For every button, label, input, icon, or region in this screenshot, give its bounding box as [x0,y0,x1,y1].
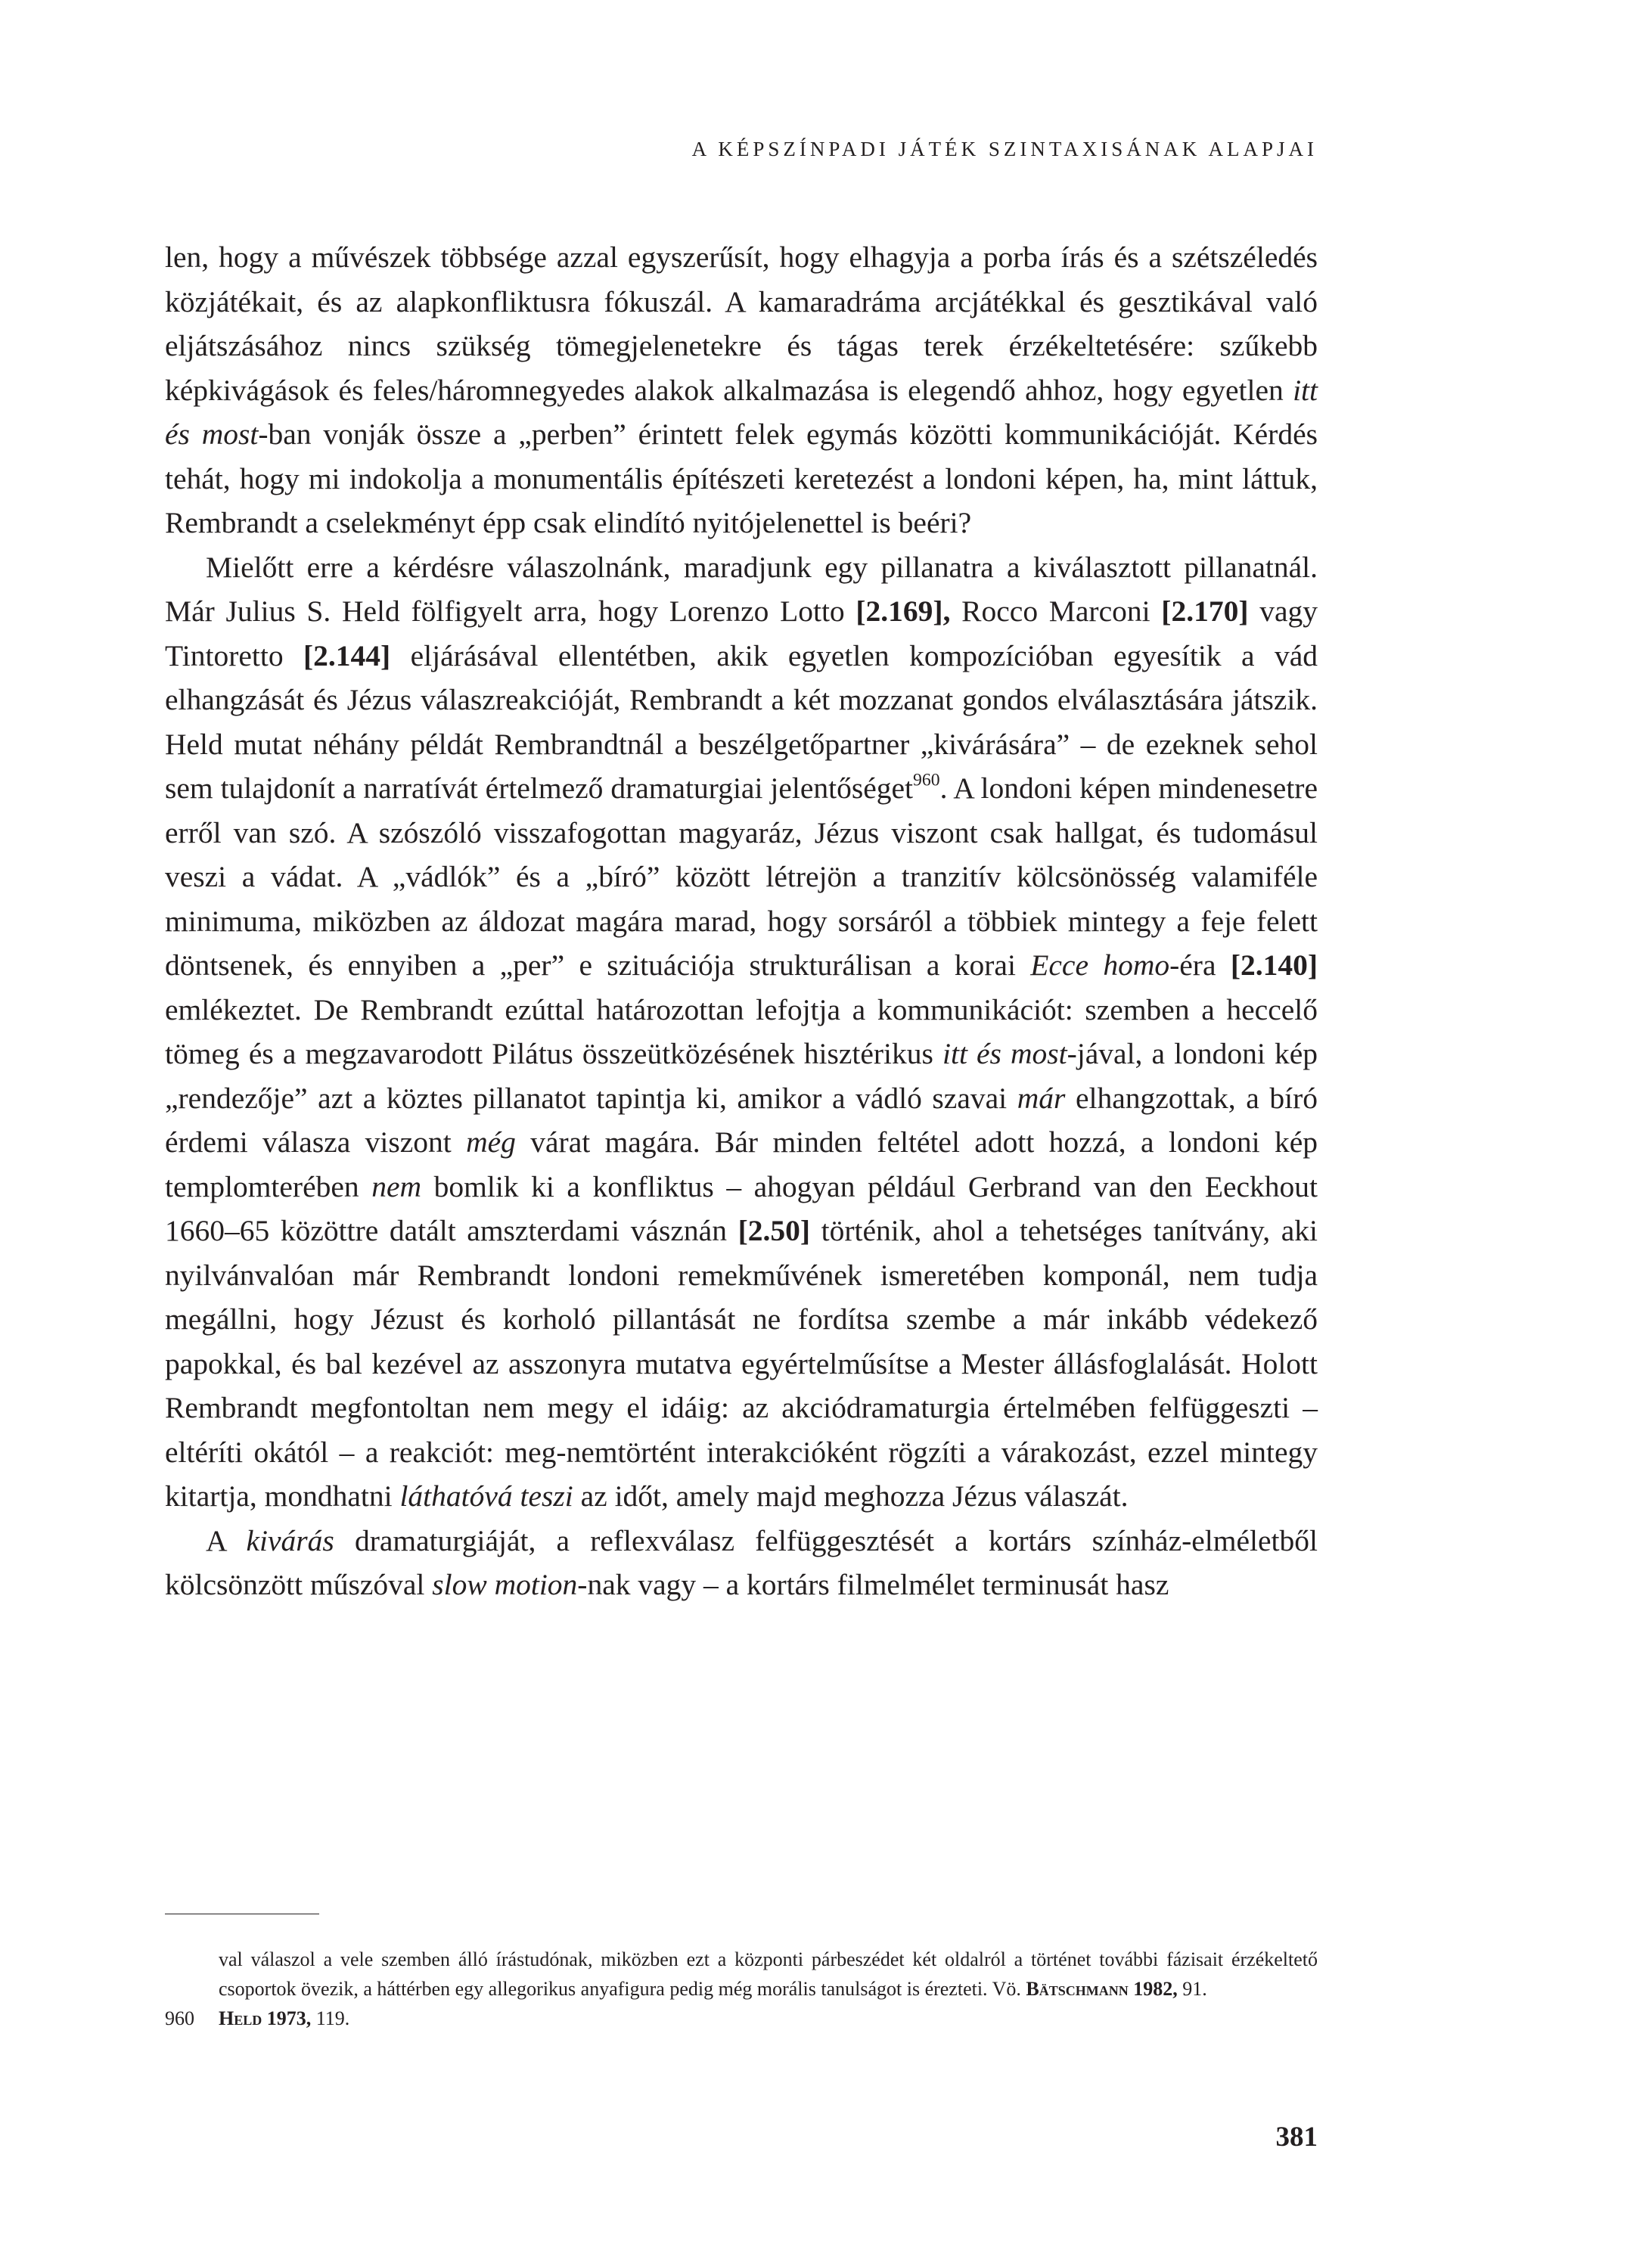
main-text [165,235,1318,1607]
italic-text: itt és most [942,1037,1067,1070]
italic-text: kivárás [246,1523,334,1557]
citation-author: Bätschmann 1982, [1026,1978,1178,2000]
italic-text: már [1017,1081,1066,1115]
figure-reference: [2.50] [738,1214,811,1247]
footnotes [165,1945,1318,2033]
footnote [165,2004,1318,2033]
italic-text: láthatóvá teszi [399,1479,573,1513]
italic-text: Ecce homo [1030,948,1170,982]
paragraph: len, hogy a művészek többsége azzal egyszerűsít, hogy elhagyja a porba írás és a szétszéledés közjátékait, és az alapkonfliktusra fókuszál. A kamaradráma arcjátékkal és gesztikával való eljátszásához nincs szükség tömegjelenetekre és tágas terek érzékeltetésére: szűkebb képkivágások és feles/háromnegyedes alakok alkalmazása is elegendő ahhoz, hogy egyetlen itt és most-ban vonják össze a „perben” érintett felek egymás közötti kommunikációját. Kérdés tehát, hogy mi indokolja a monumentális építészeti keretezést a londoni képen, ha, mint láttuk, Rembrandt a cselekményt épp csak elindító nyitójelenettel is beéri? [165,241,1318,539]
figure-reference: [2.140] [1230,948,1318,982]
paragraph: A kivárás dramaturgiáját, a reflexválasz felfüggesztését a kortárs színház-elméletből kölcsönzött műszóval slow motion-nak vagy – a kortárs filmelmélet terminusát hasz [165,1523,1318,1601]
italic-text: nem [371,1169,422,1203]
paragraph: Mielőtt erre a kérdésre válaszolnánk, maradjunk egy pillanatra a kiválasztott pillanatnál. Már Julius S. Held fölfigyelt arra, hogy Lorenzo Lotto [2.169], Rocco Marconi [2.170] vagy Tintoretto [2.144] eljárásával ellentétben, akik egyetlen kompozícióban egyesítik a vád elhangzását és Jézus válaszreakcióját, Rembrandt a két mozzanat gondos elválasztására játszik. Held mutat néhány példát Rembrandtnál a beszélgetőpartner „kivárására” – de ezeknek sehol sem tulajdonít a narratívát értelmező dramaturgiai jelentőséget$^{960}$. A londoni képen mindenesetre erről van szó. A szószóló visszafogottan magyaráz, Jézus viszont csak hallgat, és tudomásul veszi a vádat. A „vádlók” és a „bíró” között létrejön a tranzitív kölcsönösség valamiféle minimuma, miközben az áldozat magára marad, hogy sorsáról a többiek mintegy a feje felett döntsenek, és ennyiben a „per” e szituációja strukturálisan a korai Ecce homo-éra [2.140] emlékeztet. De Rembrandt ezúttal határozottan lefojtja a kommunikációt: szemben a heccelő tömeg és a megzavarodott Pilátus összeütközésének hisztérikus itt és most-jával, a londoni kép „rendezője” azt a köztes pillanatot tapintja ki, amikor a vádló szavai már elhangzottak, a bíró érdemi válasza viszont még várat magára. Bár minden feltétel adott hozzá, a londoni kép templomterében nem bomlik ki a konfliktus – ahogyan például Gerbrand van den Eeckhout 1660–65 közöttre datált amszterdami vásznán [2.50] történik, ahol a tehetséges tanítvány, aki nyilvánvalóan már Rembrandt londoni remekművének ismeretében komponál, nem tudja megállni, hogy Jézust és korholó pillantását ne fordítsa szembe a már inkább védekező papokkal, és bal kezével az asszonyra mutatva egyértelműsítse a Mester állásfoglalását. Holott Rembrandt megfontoltan nem megy el idáig: az akciódramaturgia értelmében felfüggeszti – eltéríti okától – a reakciót: meg-nemtörtént interakcióként rögzíti a várakozást, ezzel mintegy kitartja, mondhatni láthatóvá teszi az időt, amely majd meghozza Jézus válaszát. [165,550,1318,1513]
page-number: 381 [1275,2122,1318,2153]
footnote-continuation: val válaszol a vele szemben álló írástudónak, miközben ezt a központi párbeszédet két oldalról a történet további fázisait érzékeltető csoportok övezik, a háttérben egy allegorikus anyafigura pedig még morális tanulságot is érezteti. Vö. Bätschmann 1982, 91. [219,1948,1318,2000]
figure-reference: [2.144] [303,638,391,672]
running-head: A KÉPSZÍNPADI JÁTÉK SZINTAXISÁNAK ALAPJAI [691,138,1318,160]
italic-text: slow motion [432,1568,578,1601]
italic-text: még [466,1125,516,1159]
figure-reference: [2.170] [1161,594,1249,628]
citation-author: Held 1973, [219,2007,312,2029]
footnote-text: Held 1973, 119. [219,2007,350,2029]
footnote-ref: 960 [913,770,940,790]
figure-reference: [2.169], [856,594,951,628]
italic-text: itt és most [165,373,1318,451]
footnote-number: 960 [165,2007,194,2029]
